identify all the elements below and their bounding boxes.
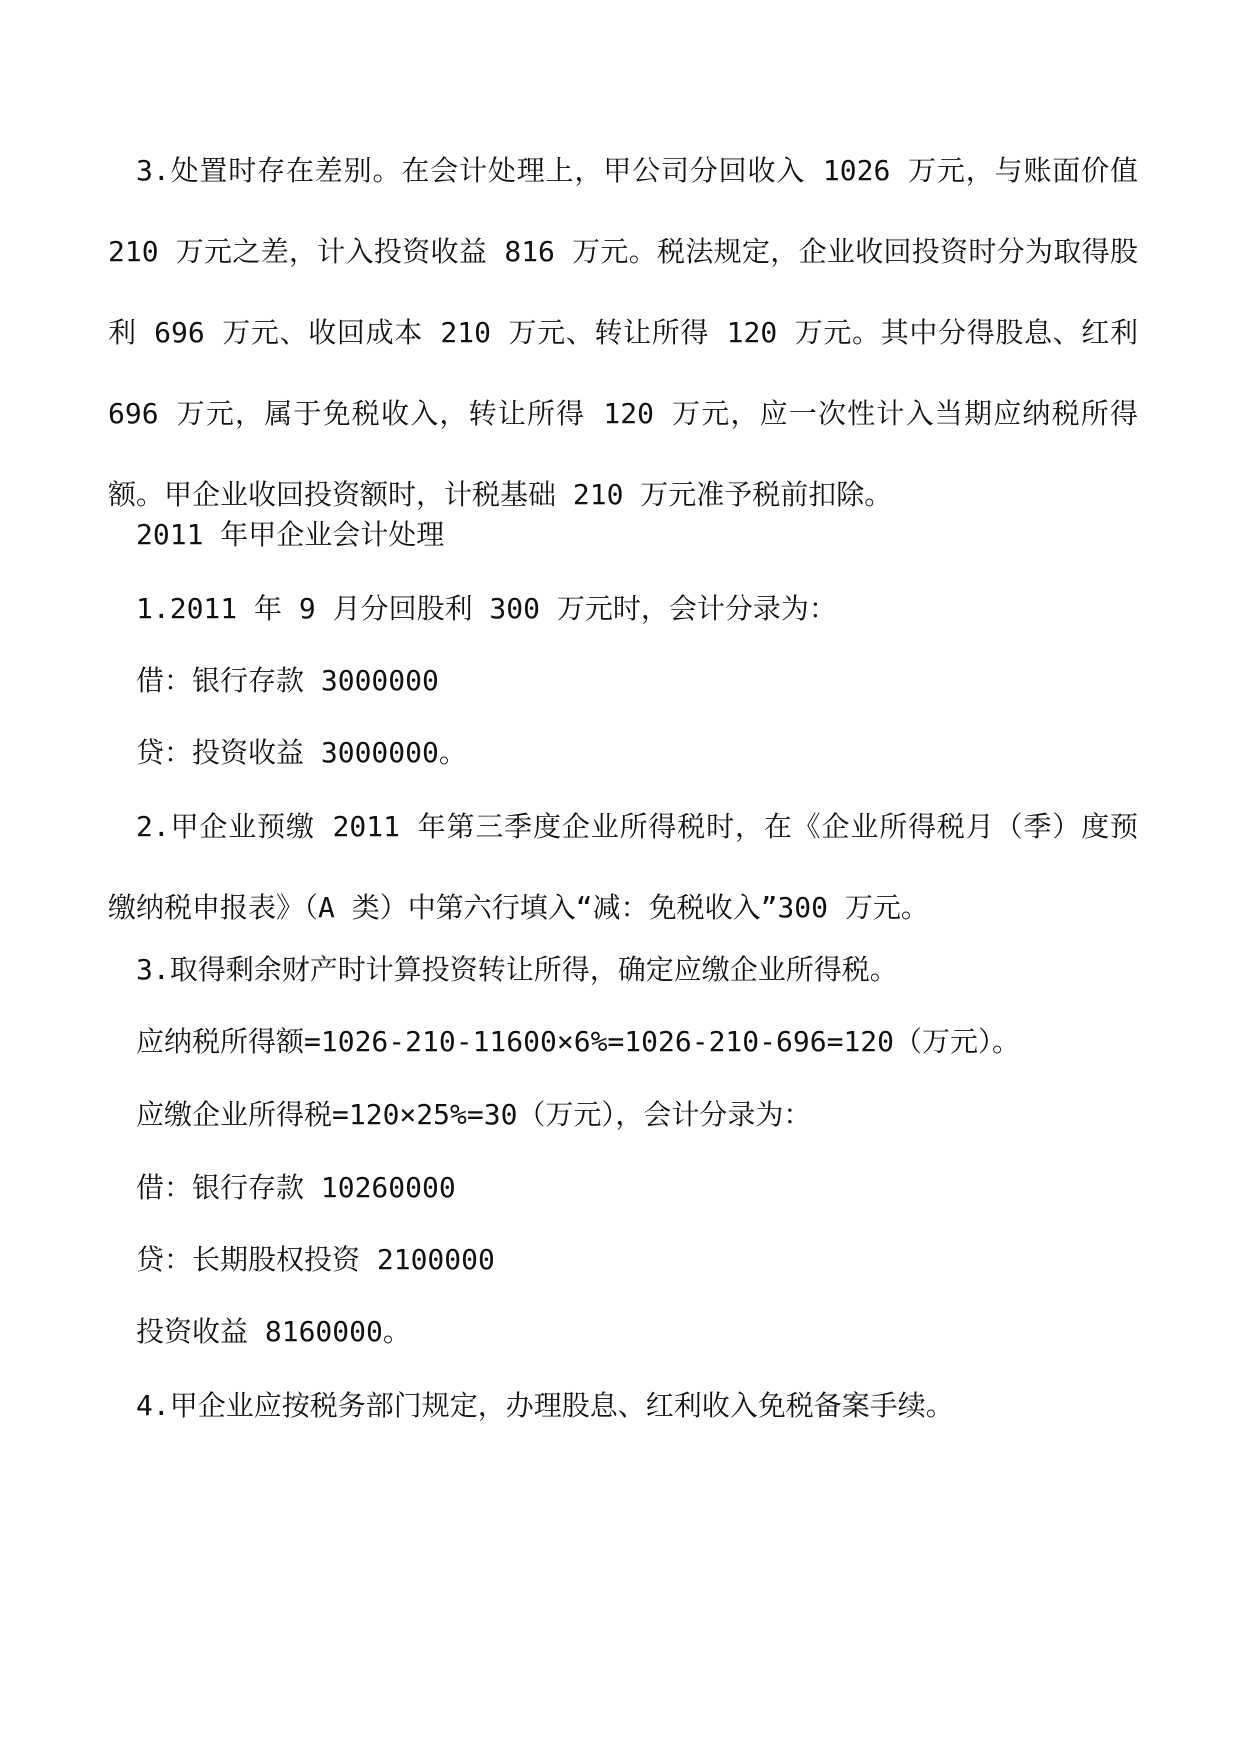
paragraph-prepayment-text: 2.甲企业预缴 2011 年第三季度企业所得税时，在《企业所得税月（季）度预缴纳税申报表》（A 类）中第六行填入“减：免税收入”300 万元。: [108, 810, 1138, 924]
entry-debit-bank-deposit-1: 借：银行存款 3000000: [136, 664, 439, 697]
paragraph-prepayment: [108, 786, 1138, 948]
paragraph-disposal-difference-text: 3.处置时存在差别。在会计处理上，甲公司分回收入 1026 万元，与账面价值 210 万元之差，计入投资收益 816 万元。税法规定，企业收回投资时分为取得股利 696 万元、收回成本 210 万元、转让所得 120 万元。其中分得股息、红利 696 万元，属于免税收入，转让所得 120 万元，应一次性计入当期应纳税所得额。甲企业收回投资额时，计税基础 210 万元准予税前扣除。: [108, 154, 1138, 511]
formula-income-tax: 应缴企业所得税=120×25%=30（万元），会计分录为：: [136, 1098, 812, 1131]
paragraph-residual-property: 3.取得剩余财产时计算投资转让所得，确定应缴企业所得税。: [136, 953, 898, 986]
heading-2011-accounting: 2011 年甲企业会计处理: [136, 518, 445, 551]
entry-credit-investment-income-1: 贷：投资收益 3000000。: [136, 736, 467, 769]
paragraph-dividend-entry-intro: 1.2011 年 9 月分回股利 300 万元时，会计分录为：: [136, 592, 837, 625]
entry-investment-income-2: 投资收益 8160000。: [136, 1315, 411, 1348]
entry-credit-long-term-equity: 贷：长期股权投资 2100000: [136, 1243, 495, 1276]
formula-taxable-income: 应纳税所得额=1026-210-11600×6%=1026-210-696=120（万元）。: [136, 1025, 1021, 1058]
paragraph-disposal-difference: [108, 130, 1138, 535]
entry-debit-bank-deposit-2: 借：银行存款 10260000: [136, 1171, 456, 1204]
paragraph-tax-exemption-filing: 4.甲企业应按税务部门规定，办理股息、红利收入免税备案手续。: [136, 1389, 954, 1422]
